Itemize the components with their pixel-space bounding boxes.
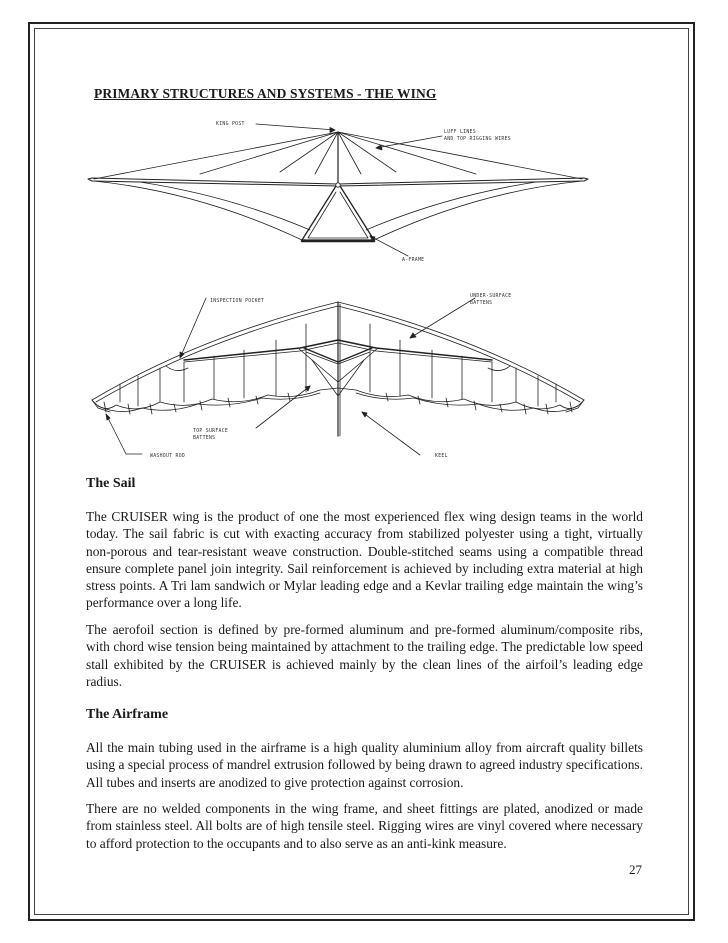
label-king-post: KING POST (216, 122, 245, 127)
wing-diagram (80, 112, 660, 472)
label-top-rigging-wires: AND TOP RIGGING WIRES (444, 137, 511, 142)
sail-paragraph-1: The CRUISER wing is the product of one the most experienced flex wing design teams in the world today. The sail fabric is cut with exacting accuracy from stabilized polyester using a tight, virtually non-porous and tear-resistant weave construction. Double-stitched seams using a compatible thread ensure complete panel join integrity. Sail reinforcement is achieved by including extra material at high stress points. A Tri lam sandwich or Mylar leading edge and a Kevlar trailing edge maintain the wing’s performance over a long life. (86, 509, 643, 611)
sail-heading: The Sail (86, 476, 136, 491)
label-luff-lines: LUFF LINES (444, 130, 476, 135)
airframe-paragraph-2: There are no welded components in the wing frame, and sheet fittings are plated, anodized or made from stainless steel. All bolts are of high tensile steel. Rigging wires are vinyl covered where necessary to afford protection to the occupants and to also serve as an anti-kink measure. (86, 801, 643, 851)
sail-paragraph-2: The aerofoil section is defined by pre-formed aluminum and pre-formed aluminum/composite ribs, with chord wise tension being maintained by attachment to the trailing edge. The predictable low speed stall exhibited by the CRUISER is achieved mainly by the clean lines of the airfoil’s leading edge radius. (86, 622, 643, 689)
front-view (88, 132, 588, 241)
label-under-surface-battens: BATTENS (470, 301, 493, 306)
label-inspection-pocket: INSPECTION POCKET (210, 299, 265, 304)
section-heading: PRIMARY STRUCTURES AND SYSTEMS - THE WING (94, 86, 437, 101)
label-top-surface: TOP SURFACE (193, 429, 229, 434)
page-number: 27 (629, 862, 642, 877)
label-washout-rod: WASHOUT ROD (150, 454, 186, 459)
label-a-frame: A-FRAME (402, 258, 425, 263)
label-top-surface-battens: BATTENS (193, 436, 216, 441)
label-keel: KEEL (435, 454, 448, 459)
label-under-surface: UNDER-SURFACE (470, 294, 512, 299)
airframe-heading: The Airframe (86, 707, 169, 722)
plan-view (92, 302, 584, 436)
airframe-paragraph-1: All the main tubing used in the airframe is a high quality aluminium alloy from aircraft quality billets using a special process of mandrel extrusion followed by being drawn to agreed industry specifications. All tubes and inserts are anodized to give protection against corrosion. (86, 740, 643, 790)
